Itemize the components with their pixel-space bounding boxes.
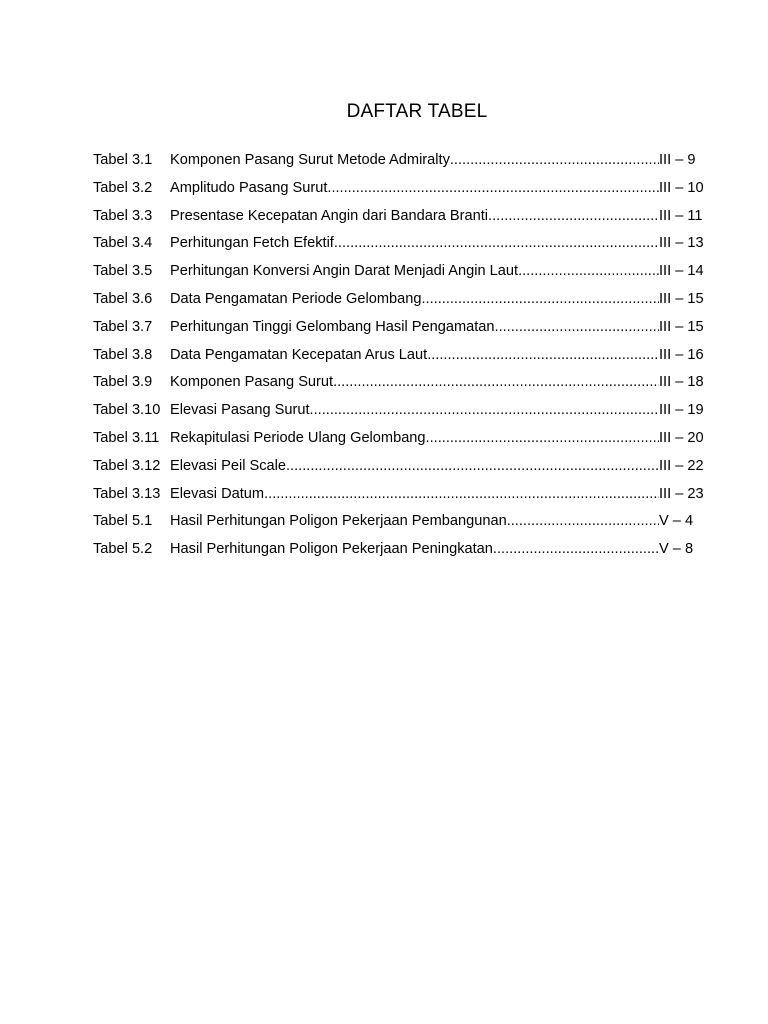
table-caption: Komponen Pasang Surut <box>170 374 334 391</box>
table-caption: Rekapitulasi Periode Ulang Gelombang <box>170 429 426 446</box>
dot-leader <box>450 152 659 168</box>
page-reference: III – 9 <box>659 152 696 168</box>
table-caption: Elevasi Peil Scale <box>170 457 286 474</box>
table-caption: Komponen Pasang Surut Metode Admiralty <box>170 152 450 168</box>
dot-leader <box>286 458 659 474</box>
table-list-item[interactable] <box>93 541 707 569</box>
table-number: Tabel 3.8 <box>93 346 153 363</box>
table-list-item[interactable] <box>93 263 707 291</box>
table-list-item[interactable] <box>93 291 707 319</box>
table-number: Tabel 3.3 <box>93 207 153 224</box>
dot-leader <box>488 208 659 224</box>
table-list-item[interactable] <box>93 458 707 486</box>
table-caption: Perhitungan Konversi Angin Darat Menjadi Angin Laut <box>170 263 519 280</box>
table-caption: Elevasi Pasang Surut <box>170 402 310 419</box>
page-reference: III – 15 <box>659 290 704 307</box>
page-reference: III – 14 <box>659 263 704 280</box>
table-list-item[interactable] <box>93 430 707 458</box>
table-number: Tabel 3.5 <box>93 263 153 280</box>
table-list <box>93 152 707 569</box>
table-number: Tabel 3.4 <box>93 235 153 252</box>
table-number: Tabel 5.1 <box>93 513 153 530</box>
page-title: DAFTAR TABEL <box>346 101 488 122</box>
page-reference: III – 18 <box>659 374 704 391</box>
table-caption: Hasil Perhitungan Poligon Pekerjaan Pembangunan <box>170 513 507 530</box>
page-reference: III – 16 <box>659 346 704 363</box>
table-list-item[interactable] <box>93 347 707 375</box>
page-reference: III – 10 <box>659 179 704 196</box>
table-number: Tabel 3.10 <box>93 402 161 419</box>
table-list-item[interactable] <box>93 513 707 541</box>
table-caption: Data Pengamatan Periode Gelombang <box>170 290 422 307</box>
page-reference: III – 20 <box>659 429 704 446</box>
page-reference: V – 8 <box>659 541 694 558</box>
table-list-item[interactable] <box>93 374 707 402</box>
table-list-item[interactable] <box>93 152 707 180</box>
table-list-item[interactable] <box>93 235 707 263</box>
dot-leader <box>327 180 659 196</box>
table-number: Tabel 3.6 <box>93 290 153 307</box>
table-number: Tabel 3.13 <box>93 485 161 502</box>
dot-leader <box>422 291 660 307</box>
table-number: Tabel 3.12 <box>93 457 161 474</box>
table-caption: Perhitungan Fetch Efektif <box>170 235 334 252</box>
dot-leader <box>518 263 659 279</box>
page-reference: V – 4 <box>659 513 694 530</box>
table-list-item[interactable] <box>93 208 707 236</box>
dot-leader <box>333 374 659 390</box>
page-reference: III – 15 <box>659 318 704 335</box>
page-reference: III – 19 <box>659 402 704 419</box>
table-caption: Presentase Kecepatan Angin dari Bandara Branti <box>170 207 489 224</box>
page-reference: III – 13 <box>659 235 704 252</box>
table-number: Tabel 3.2 <box>93 179 153 196</box>
table-caption: Elevasi Datum <box>170 485 265 502</box>
table-number: Tabel 3.11 <box>93 429 160 446</box>
table-caption: Amplitudo Pasang Surut <box>170 179 328 196</box>
table-caption: Hasil Perhitungan Poligon Pekerjaan Peningkatan <box>170 541 493 558</box>
page-reference: III – 22 <box>659 457 704 474</box>
table-caption: Perhitungan Tinggi Gelombang Hasil Pengamatan <box>170 318 495 335</box>
table-list-item[interactable] <box>93 486 707 514</box>
table-number: Tabel 3.9 <box>93 374 153 391</box>
table-list-item[interactable] <box>93 319 707 347</box>
page-reference: III – 23 <box>659 485 704 502</box>
table-list-item[interactable] <box>93 180 707 208</box>
table-list-item[interactable] <box>93 402 707 430</box>
dot-leader <box>427 347 659 363</box>
page-reference: III – 11 <box>659 207 703 224</box>
dot-leader <box>495 319 659 335</box>
table-number: Tabel 3.1 <box>93 152 153 168</box>
dot-leader <box>310 402 659 418</box>
dot-leader <box>493 541 659 557</box>
dot-leader <box>507 513 659 529</box>
table-number: Tabel 3.7 <box>93 318 153 335</box>
table-caption: Data Pengamatan Kecepatan Arus Laut <box>170 346 428 363</box>
dot-leader <box>264 486 659 502</box>
dot-leader <box>334 235 659 251</box>
table-number: Tabel 5.2 <box>93 541 153 558</box>
dot-leader <box>426 430 659 446</box>
